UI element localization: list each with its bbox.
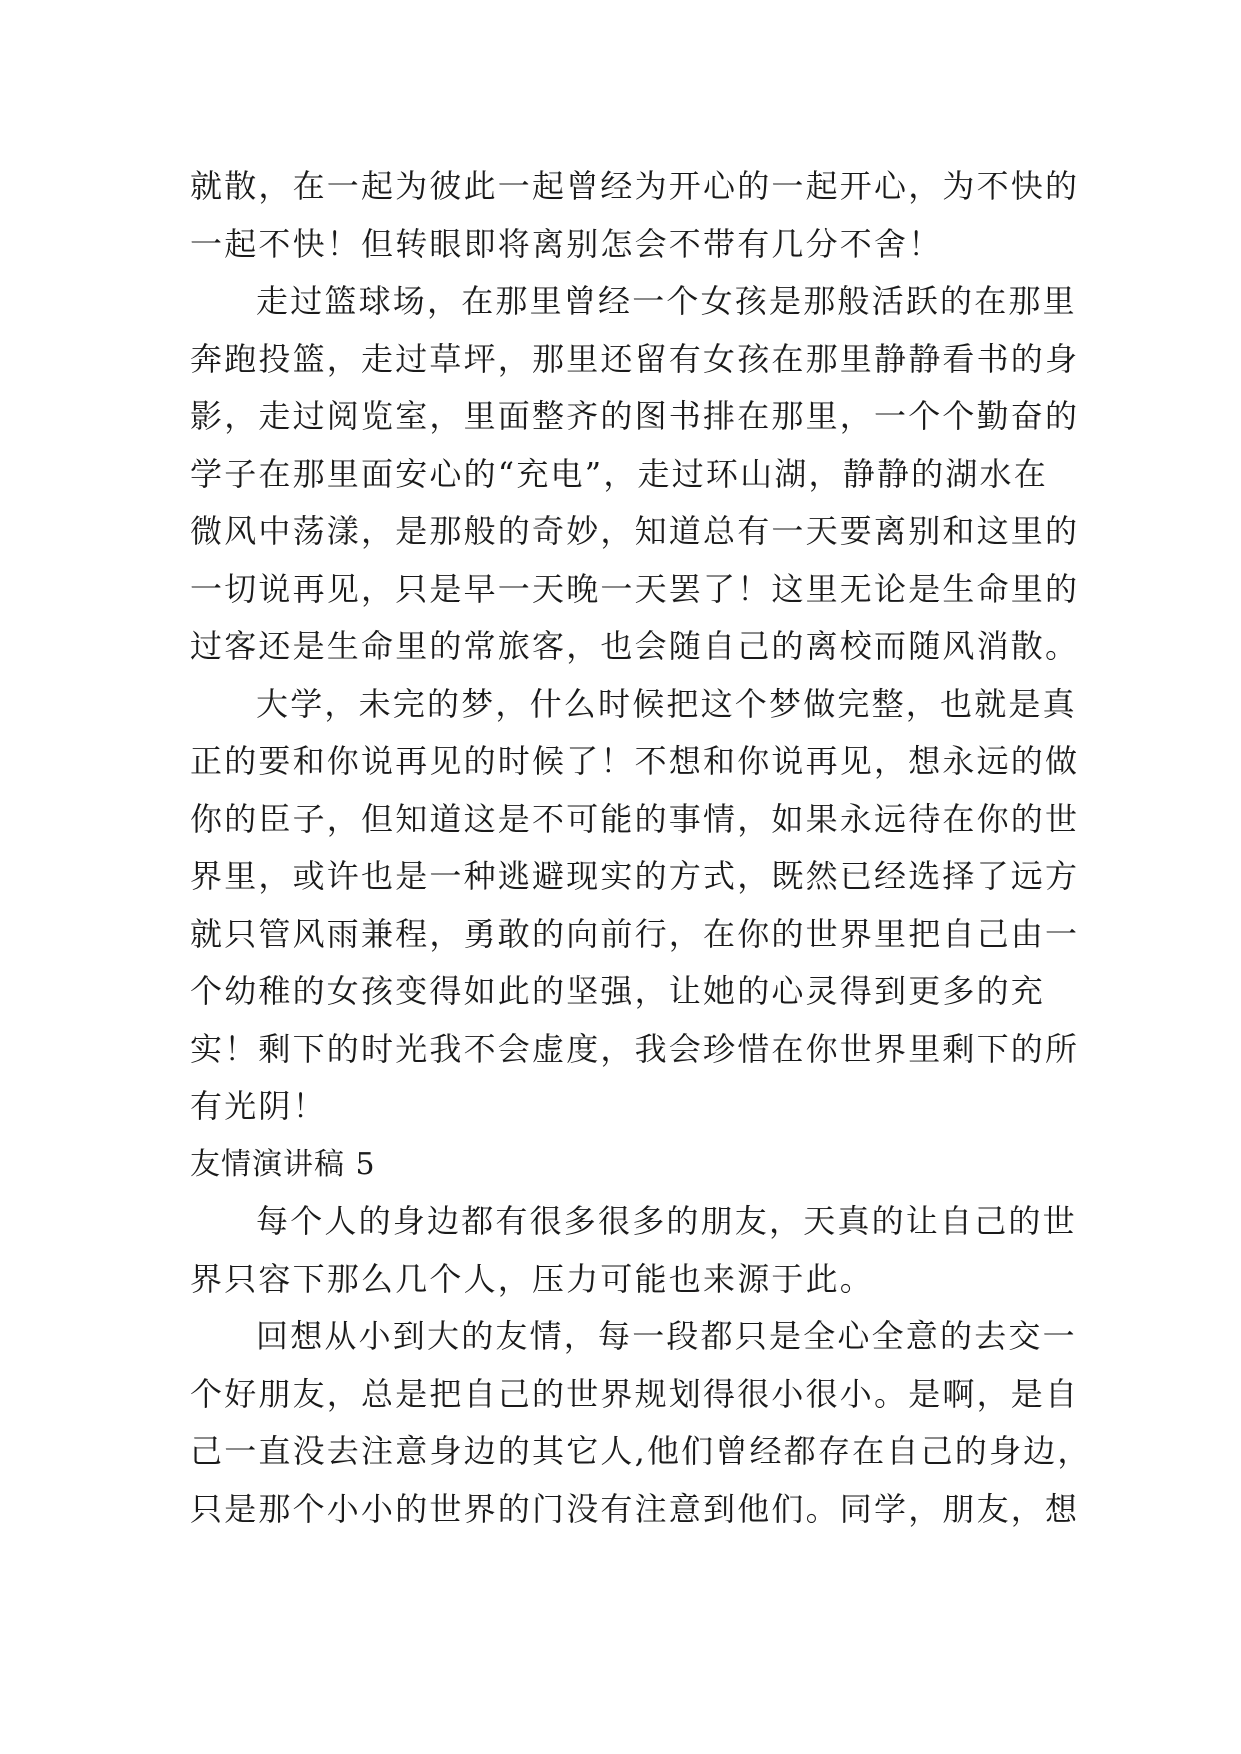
- paragraph-start-line: 走过篮球场，在那里曾经一个女孩是那般活跃的在那里: [256, 282, 1077, 320]
- text-line: 一切说再见，只是早一天晚一天罢了！这里无论是生命里的: [190, 569, 1080, 608]
- document-body: [190, 158, 1092, 1538]
- text-line: 个幼稚的女孩变得如此的坚强，让她的心灵得到更多的充: [190, 972, 1046, 1010]
- text-line: 就只管风雨兼程，勇敢的向前行，在你的世界里把自己由一: [190, 914, 1080, 953]
- text-line: 正的要和你说再见的时候了！不想和你说再见，想永远的做: [190, 742, 1080, 780]
- text-line: 己一直没去注意身边的其它人,他们曾经都存在自己的身边，: [190, 1432, 1092, 1470]
- text-line: 学子在那里面安心的“充电”，走过环山湖，静静的湖水在: [190, 454, 1048, 493]
- text-line: 个好朋友，总是把自己的世界规划得很小很小。是啊，是自: [190, 1374, 1080, 1413]
- text-line: 过客还是生命里的常旅客，也会随自己的离校而随风消散。: [190, 627, 1080, 665]
- text-line: 一起不快！但转眼即将离别怎会不带有几分不舍！: [190, 224, 943, 263]
- text-line: 界里，或许也是一种逃避现实的方式，既然已经选择了远方: [190, 857, 1080, 895]
- paragraph-start-line: 大学，未完的梦，什么时候把这个梦做完整，也就是真: [256, 684, 1077, 723]
- text-line: 有光阴！: [190, 1087, 327, 1125]
- text-line: 界只容下那么几个人，压力可能也来源于此。: [190, 1259, 875, 1298]
- paragraph-start-line: 回想从小到大的友情，每一段都只是全心全意的去交一: [256, 1317, 1077, 1355]
- text-line: 微风中荡漾，是那般的奇妙，知道总有一天要离别和这里的: [190, 512, 1080, 550]
- text-line: 实！剩下的时光我不会虚度，我会珍惜在你世界里剩下的所: [190, 1029, 1080, 1068]
- text-line: 就散，在一起为彼此一起曾经为开心的一起开心，为不快的: [190, 167, 1080, 205]
- text-line: 你的臣子，但知道这是不可能的事情，如果永远待在你的世: [190, 799, 1080, 838]
- section-heading: 友情演讲稿 5: [190, 1146, 376, 1182]
- text-line: 奔跑投篮，走过草坪，那里还留有女孩在那里静静看书的身: [190, 339, 1080, 378]
- text-line: 影，走过阅览室，里面整齐的图书排在那里，一个个勤奋的: [190, 397, 1080, 435]
- text-line: 只是那个小小的世界的门没有注意到他们。同学，朋友，想: [190, 1489, 1080, 1528]
- paragraph-start-line: 每个人的身边都有很多很多的朋友，天真的让自己的世: [256, 1202, 1077, 1240]
